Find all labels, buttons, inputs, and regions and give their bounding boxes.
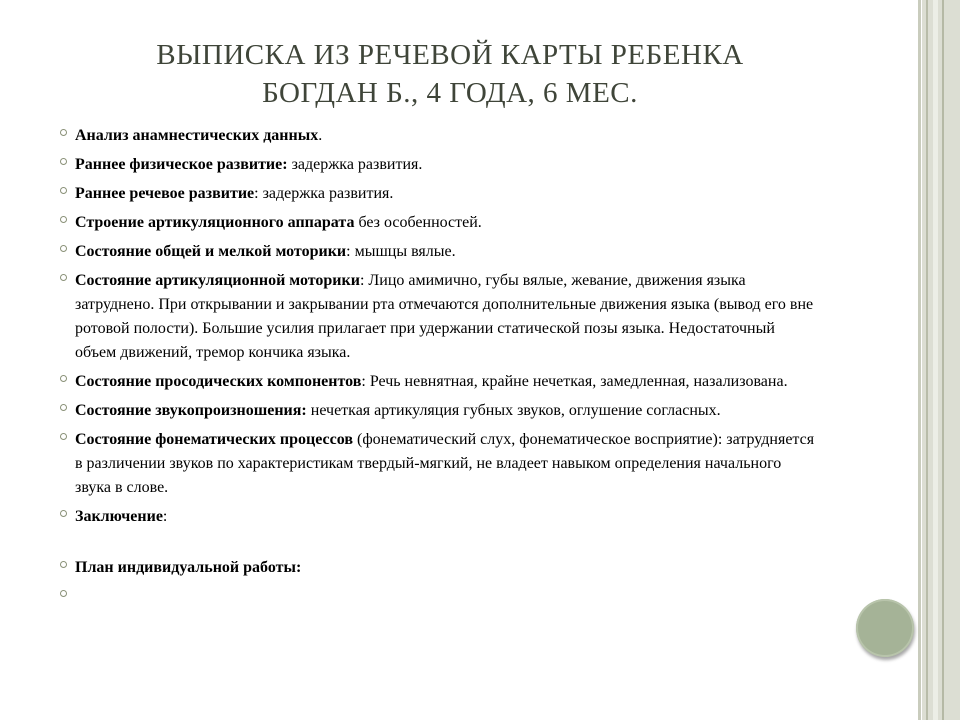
item-text: без особенностей. [354, 214, 482, 231]
item-text: : Речь невнятная, крайне нечеткая, замедленная, назализована. [361, 373, 788, 390]
list-item [60, 370, 820, 394]
item-text: задержка развития. [287, 156, 423, 173]
item-heading: Состояние общей и мелкой моторики [75, 243, 347, 260]
item-text: (фонематический слух, фонематическое восприятие): затрудняется в различении звуков по характеристикам твердый-мягкий, не владеет навыком определения начального звука в слове. [75, 431, 815, 496]
slide-title [60, 36, 840, 112]
item-heading: Строение артикуляционного аппарата [75, 214, 355, 231]
title-line-2: БОГДАН Б., 4 ГОДА, 6 МЕС. [262, 77, 638, 109]
side-decoration-line [926, 0, 928, 720]
list-item [60, 182, 820, 206]
bullet-circle-icon [60, 245, 67, 252]
item-text: : Лицо амимично, губы вялые, жевание, движения языка затруднено. При открывании и закрывании рта отмечаются дополнительные движения языка (вывод его вне ротовой полости). Большие усилия прилагает при удержании статической позы языка. Недостаточный объем движений, тремор кончика языка. [75, 272, 814, 361]
bullet-circle-icon [60, 158, 67, 165]
item-text: нечеткая артикуляция губных звуков, оглушение согласных. [306, 402, 721, 419]
bullet-circle-icon [60, 375, 67, 382]
decorative-circle [856, 599, 914, 657]
bullet-circle-icon [60, 590, 67, 597]
bullet-circle-icon [60, 187, 67, 194]
bullet-circle-icon [60, 561, 67, 568]
side-decoration-line [918, 0, 921, 720]
list-item [60, 153, 820, 177]
bullet-circle-icon [60, 274, 67, 281]
bullet-circle-icon [60, 404, 67, 411]
list-item [60, 428, 820, 500]
item-heading: Состояние артикуляционной моторики [75, 272, 360, 289]
item-heading: Заключение [75, 508, 163, 525]
item-heading: Анализ анамнестических данных [75, 127, 319, 144]
list-item [60, 399, 820, 423]
list-item [60, 556, 820, 580]
side-decoration-line [933, 0, 938, 720]
item-heading: План индивидуальной работы: [75, 559, 302, 576]
bullet-circle-icon [60, 216, 67, 223]
side-decoration-line [942, 0, 944, 720]
bullet-circle-icon [60, 433, 67, 440]
item-heading: Состояние фонематических процессов [75, 431, 353, 448]
item-text: : задержка развития. [254, 185, 394, 202]
title-line-1: ВЫПИСКА ИЗ РЕЧЕВОЙ КАРТЫ РЕБЕНКА [156, 39, 744, 71]
list-item [60, 505, 820, 529]
item-heading: Раннее речевое развитие [75, 185, 255, 202]
item-heading: Раннее физическое развитие: [75, 156, 288, 173]
item-heading: Состояние просодических компонентов [75, 373, 362, 390]
item-heading: Состояние звукопроизношения: [75, 402, 307, 419]
list-item [60, 124, 820, 148]
item-text: . [318, 127, 323, 144]
list-item [60, 211, 820, 235]
item-text: : [162, 508, 168, 525]
item-text: : мышцы вялые. [346, 243, 456, 260]
bullet-circle-icon [60, 129, 67, 136]
list-item [60, 269, 820, 365]
list-item [60, 240, 820, 264]
bullet-list [60, 124, 820, 585]
bullet-circle-icon [60, 510, 67, 517]
